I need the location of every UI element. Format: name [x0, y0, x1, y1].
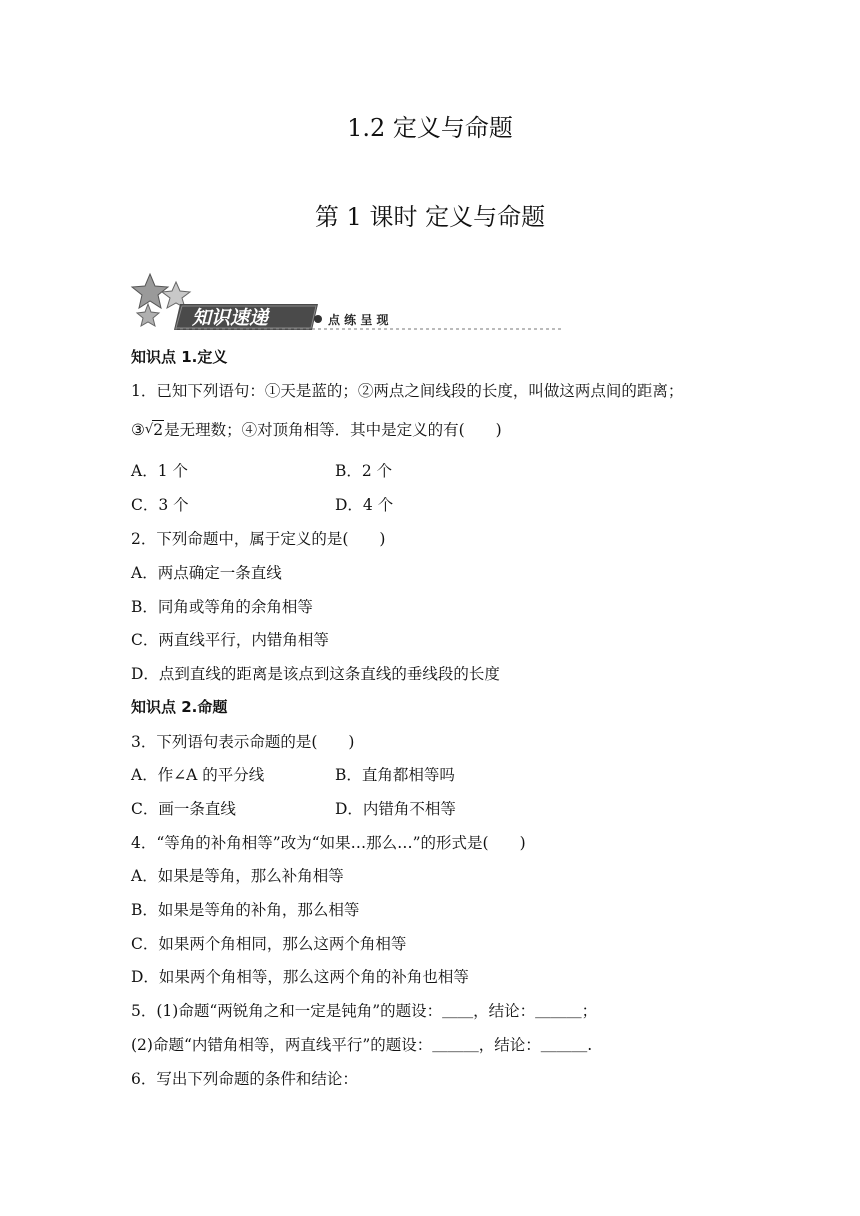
q1-option-b: B．2 个	[335, 462, 393, 480]
q3-option-c: C．画一条直线	[131, 800, 236, 818]
q4-option-a: A．如果是等角，那么补角相等	[131, 867, 344, 885]
q3-stem: 3．下列语句表示命题的是( )	[131, 733, 355, 751]
q4-stem: 4．“等角的补角相等”改为“如果…那么…”的形式是( )	[131, 834, 526, 852]
section-heading-proposition: 知识点 2.命题	[131, 698, 228, 716]
q5-line1: 5．(1)命题“两锐角之和一定是钝角”的题设：＿＿，结论：＿＿＿；	[131, 1002, 598, 1020]
q1-option-d: D．4 个	[335, 496, 394, 514]
q3-option-b: B．直角都相等吗	[335, 766, 455, 784]
q2-option-b: B．同角或等角的余角相等	[131, 598, 313, 616]
q6-stem: 6．写出下列命题的条件和结论：	[131, 1070, 358, 1088]
q2-stem: 2．下列命题中，属于定义的是( )	[131, 530, 386, 548]
q1-line1: 1．已知下列语句：①天是蓝的；②两点之间线段的长度，叫做这两点间的距离；	[131, 382, 684, 400]
q1-option-c: C．3 个	[131, 496, 189, 514]
q2-option-d: D．点到直线的距离是该点到这条直线的垂线段的长度	[131, 665, 500, 683]
star-icon	[132, 274, 168, 308]
q1-line2	[131, 420, 502, 442]
sqrt-expression	[145, 420, 164, 442]
q4-option-c: C．如果两个角相同，那么这两个角相等	[131, 935, 407, 953]
q5-line2: (2)命题“内错角相等，两直线平行”的题设：＿＿＿，结论：＿＿＿.	[131, 1036, 593, 1054]
section-heading-definition: 知识点 1.定义	[131, 348, 228, 366]
q1-line2-post: 是无理数；④对顶角相等．其中是定义的有( )	[164, 421, 502, 439]
q1-line2-pre: ③	[131, 421, 145, 439]
q2-option-a: A．两点确定一条直线	[131, 564, 282, 582]
section-banner	[128, 268, 568, 332]
banner-main-text: 知识速递	[192, 307, 269, 329]
q4-option-b: B．如果是等角的补角，那么相等	[131, 901, 360, 919]
q3-option-d: D．内错角不相等	[335, 800, 456, 818]
lesson-title: 第 1 课时 定义与命题	[314, 203, 546, 231]
banner-sub-text: 点 练 呈 现	[328, 313, 389, 327]
q4-option-d: D．如果两个角相等，那么这两个角的补角也相等	[131, 968, 469, 986]
radical-sign: √	[144, 422, 154, 437]
banner-graphic	[128, 268, 568, 332]
q3-option-a: A．作∠A 的平分线	[131, 766, 265, 784]
section-title: 1.2 定义与命题	[347, 114, 513, 142]
q1-option-a: A．1 个	[131, 462, 188, 480]
sqrt-radicand: 2	[153, 421, 164, 439]
q2-option-c: C．两直线平行，内错角相等	[131, 631, 329, 649]
